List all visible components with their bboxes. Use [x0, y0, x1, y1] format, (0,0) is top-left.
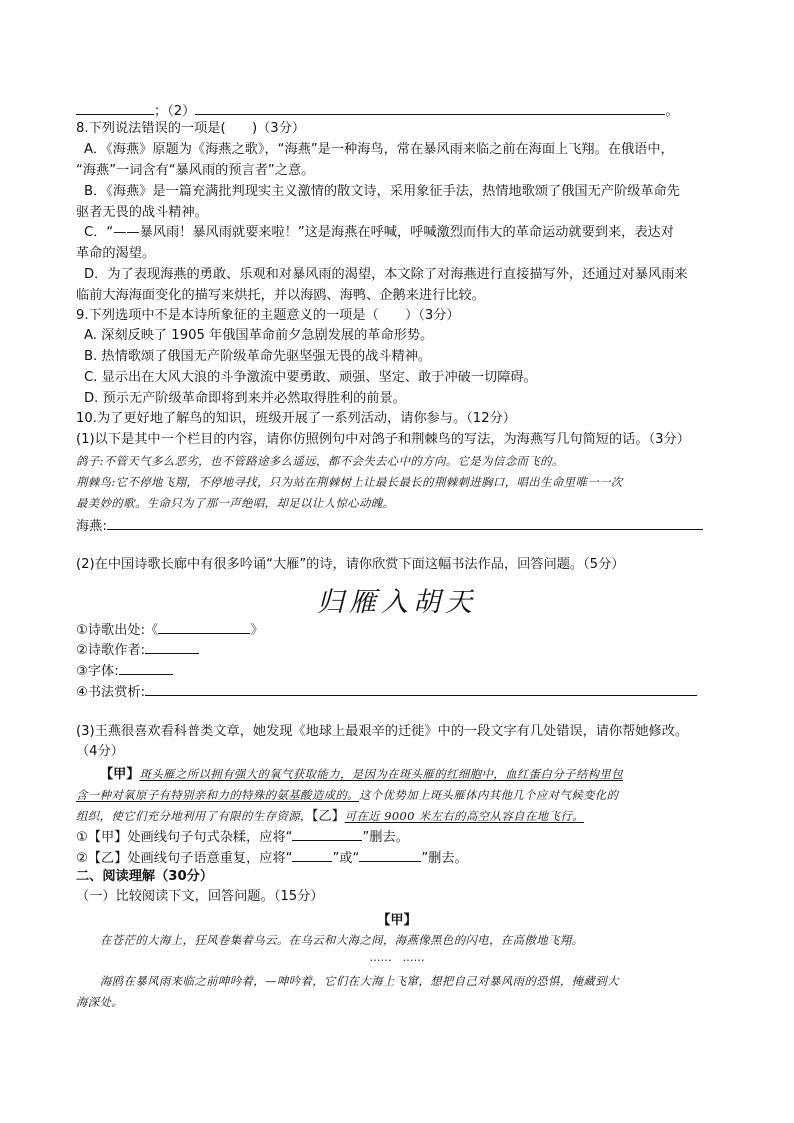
q8-option-c-cont: 革命的渴望。 [76, 246, 156, 261]
q9-option-a: A. 深刻反映了 1905 年俄国革命前夕急剧发展的革命形势。 [84, 328, 434, 343]
answer-blank[interactable] [359, 848, 421, 862]
q9-option-d: D. 预示无产阶级革命即将到来并必然取得胜利的前景。 [84, 391, 406, 406]
answer-blank[interactable] [76, 101, 154, 115]
font-style-line: ③字体: [76, 661, 173, 681]
example-thornbird-cont: 最美妙的歌。生命只为了那一声绝唱，却足以让人惊心动魄。 [76, 496, 395, 510]
reading-line2: 海鸥在暴风雨来临之前呻吟着，—呻吟着，它们在大海上飞窜，想把自己对暴风雨的恐惧，掩藏到大 [100, 974, 619, 988]
reading-jia-heading: 【甲】 [377, 913, 417, 928]
q8-option-d-cont: 临前大海海面变化的描写来烘托，并以海鸥、海鸭、企鹅来进行比较。 [76, 288, 485, 303]
q8-option-b: B．《海燕》是一篇充满批判现实主义激情的散文诗，采用象征手法，热情地歌颂了俄国无产阶级革命先 [84, 184, 680, 199]
passage-jia-line1: 【甲】斑头雁之所以拥有强大的氧气获取能力，是因为在斑头雁的红细胞中，血红蛋白分子结构里包 [100, 767, 623, 782]
q8-option-b-cont: 驱者无畏的战斗精神。 [76, 205, 208, 220]
answer-blank[interactable] [158, 620, 250, 634]
q10-part3-stem: (3)王燕很喜欢看科普类文章，她发现《地球上最艰辛的迁徙》中的一段文字有几处错误，请你帮她修改。 [76, 724, 689, 739]
answer-blank[interactable] [145, 682, 697, 696]
section2-title: 二、阅读理解（30分） [76, 869, 214, 884]
fix-yi-line: ②【乙】处画线句子语意重复，应将“ ”或“ ”删去。 [76, 848, 468, 868]
answer-blank[interactable] [145, 640, 199, 654]
q9-option-c: C. 显示出在大风大浪的斗争激流中要勇敢、顽强、坚定、敢于冲破一切障碍。 [84, 370, 537, 385]
passage-yi-line: 组织，使它们充分地利用了有限的生存资源，【乙】可在近 9000 米左右的高空从容自在地飞行。 [76, 809, 584, 824]
passage-jia-line2: 含一种对氧原子有特别亲和力的特殊的氨基酸造成的。这个优势加上斑头雁体内其他几个应对气候变化的 [76, 788, 619, 802]
poem-author-line: ②诗歌作者: [76, 640, 199, 660]
fix-jia-line: ①【甲】处画线句子句式杂糅，应将“ ”删去。 [76, 827, 409, 847]
q7-answer-line: ；（2） 。 [76, 101, 679, 121]
q10-part2-stem: (2)在中国诗歌长廊中有很多吟诵“大雁”的诗，请你欣赏下面这幅书法作品，回答问题。（5分） [76, 557, 625, 572]
petrel-answer-line: 海燕: [76, 516, 703, 536]
answer-blank[interactable] [195, 101, 665, 115]
section2-subtitle: （一）比较阅读下文，回答问题。（15分） [76, 889, 324, 904]
q10-part3-score: （4分） [76, 744, 124, 759]
q8-option-a-cont: “海燕”一词含有“暴风雨的预言者”之意。 [76, 163, 315, 178]
calligraphy-artwork: 归雁入胡天 [317, 587, 477, 618]
answer-blank[interactable] [119, 661, 173, 675]
q10-stem: 10.为了更好地了解鸟的知识，班级开展了一系列活动，请你参与。（12分） [76, 411, 516, 426]
answer-blank[interactable] [292, 827, 362, 841]
q8-option-d: D．为了表现海燕的勇敢、乐观和对暴风雨的渴望，本文除了对海燕进行直接描写外，还通过对暴风雨来 [84, 267, 688, 282]
q9-option-b: B. 热情歌颂了俄国无产阶级革命先驱坚强无畏的战斗精神。 [84, 349, 432, 364]
example-pigeon: 鸽子:不管天气多么恶劣，也不管路途多么遥远，都不会失去心中的方向。它是为信念而飞的。 [76, 454, 564, 468]
q9-stem: 9.下列选项中不是本诗所象征的主题意义的一项是（ ）（3分） [76, 308, 460, 323]
q8-option-c: C．“——暴风雨！暴风雨就要来啦！”这是海燕在呼喊，呼喊激烈而伟大的革命运动就要到来，表达对 [84, 225, 674, 240]
poem-source-line: ①诗歌出处:《 》 [76, 620, 263, 640]
calligraphy-appreciation-line: ④书法赏析: [76, 682, 697, 702]
q10-part1-stem: (1)以下是其中一个栏目的内容，请你仿照例句中对鸽子和荆棘鸟的写法，为海燕写几句简短的话。（3分） [76, 432, 690, 447]
q8-stem: 8.下列说法错误的一项是( )（3分） [76, 121, 306, 136]
example-thornbird: 荆棘鸟:它不停地飞翔，不停地寻找，只为站在荆棘树上让最长最长的荆棘刺进胸口，唱出生命里唯一一次 [76, 475, 623, 489]
reading-line3: 海深处。 [76, 995, 124, 1009]
q8-option-a: A．《海燕》原题为《海燕之歌》，“海燕”是一种海鸟，常在暴风雨来临之前在海面上飞翔。在俄语中， [84, 142, 674, 157]
reading-line1: 在苍茫的大海上，狂风卷集着乌云。在乌云和大海之间，海燕像黑色的闪电，在高傲地飞翔。 [100, 933, 584, 947]
reading-ellipsis: …… …… [369, 951, 425, 964]
answer-blank[interactable] [292, 848, 332, 862]
answer-blank[interactable] [107, 516, 703, 530]
